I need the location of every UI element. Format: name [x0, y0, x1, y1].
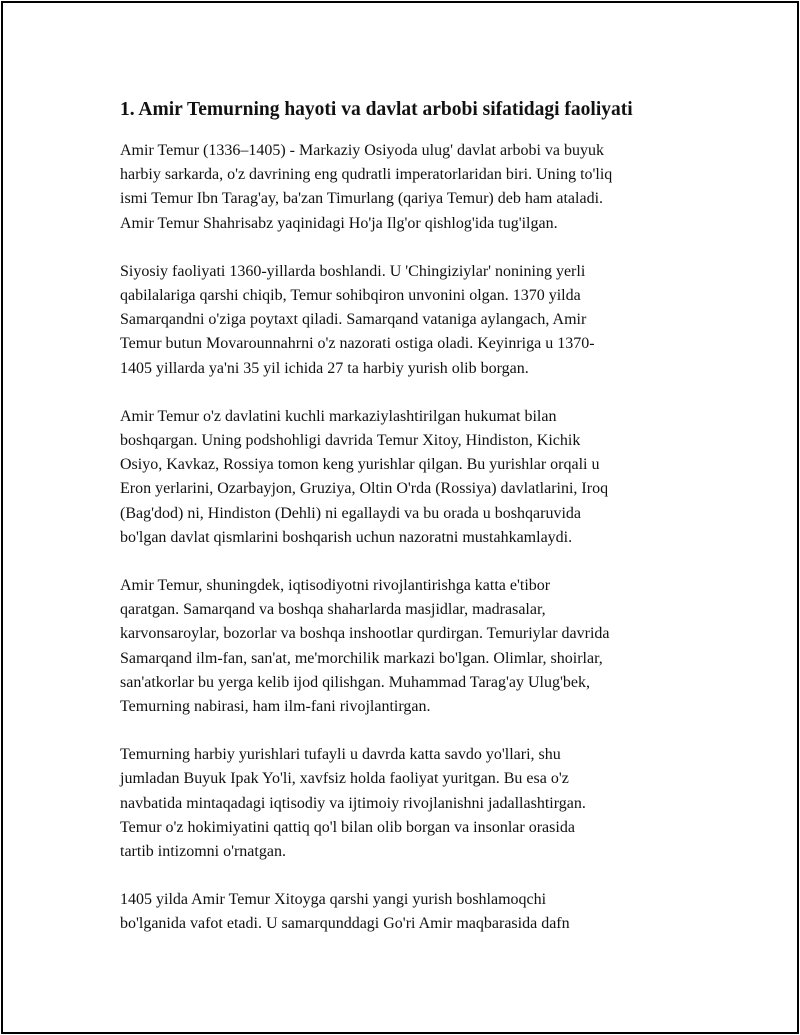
paragraph-economy-culture: Amir Temur, shuningdek, iqtisodiyotni rivojlantirishga katta e'tibor qaratgan. Samarqand va boshqa shaharlarda masjidlar, madrasalar, karvonsaroylar, bozorlar va boshqa inshootlar qurdirgan. Temuriylar davrida Samarqand ilm-fan, san'at, me'morchilik markazi bo'lgan. Olimlar, shoirlar, san'atkorlar bu yerga kelib ijod qilishgan. Muhammad Tarag'ay Ulug'bek, Temurning nabirasi, ham ilm-fani rivojlantirgan. [120, 577, 610, 716]
paragraph-state-governance: Amir Temur o'z davlatini kuchli markaziylashtirilgan hukumat bilan boshqargan. Uning podshohligi davrida Temur Xitoy, Hindiston, Kichik Osiyo, Kavkaz, Rossiya tomon keng yurishlar qilgan. Bu yurishlar orqali u Eron yerlarini, Ozarbayjon, Gruziya, Oltin O'rda (Rossiya) davlatlarini, Iroq (Bag'dod) ni, Hindiston (Dehli) ni egallaydi va bu orada u boshqaruvida bo'lgan davlat qismlarini boshqarish uchun nazoratni mustahkamlaydi. [120, 407, 609, 546]
document-page [1, 1, 799, 1034]
page-title: 1. Amir Temurning hayoti va davlat arbobi sifatidagi faoliyati [120, 99, 633, 120]
paragraph-death: 1405 yilda Amir Temur Xitoyga qarshi yangi yurish boshlamoqchi bo'lganida vafot etadi. U samarqunddagi Go'ri Amir maqbarasida dafn [120, 891, 570, 933]
paragraph-political-activity: Siyosiy faoliyati 1360-yillarda boshlandi. U 'Chingiziylar' nonining yerli qabilalariga qarshi chiqib, Temur sohibqiron unvonini olgan. 1370 yilda Samarqandni o'ziga poytaxt qiladi. Samarqand vataniga aylangach, Amir Temur butun Movarounnahrni o'z nazorati ostiga oladi. Keyinriga u 1370- 1405 yillarda ya'ni 35 yil ichida 27 ta harbiy yurish olib borgan. [120, 262, 595, 377]
paragraph-trade-routes: Temurning harbiy yurishlari tufayli u davrda katta savdo yo'llari, shu jumladan Buyuk Ipak Yo'li, xavfsiz holda faoliyat yuritgan. Bu esa o'z navbatida mintaqadagi iqtisodiy va ijtimoiy rivojlanishni jadallashtirgan. Temur o'z hokimiyatini qattiq qo'l bilan olib borgan va insonlar orasida tartib intizomni o'rnatgan. [120, 746, 586, 861]
document-body [120, 97, 720, 961]
paragraph-biography: Amir Temur (1336–1405) - Markaziy Osiyoda ulug' davlat arbobi va buyuk harbiy sarkarda, o'z davrining eng qudratli imperatorlaridan biri. Uning to'liq ismi Temur Ibn Tarag'ay, ba'zan Timurlang (qariya Temur) deb ham ataladi. Amir Temur Shahrisabz yaqinidagi Ho'ja Ilg'or qishlog'ida tug'ilgan. [120, 142, 613, 232]
